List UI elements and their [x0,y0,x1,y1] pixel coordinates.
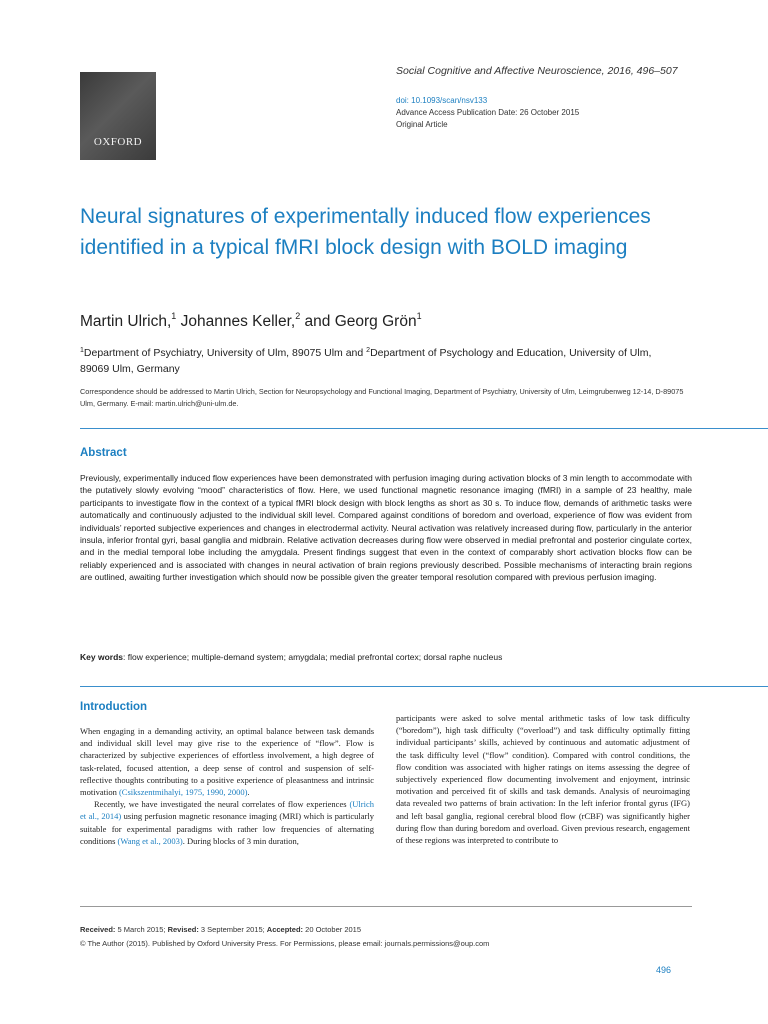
paper-title: Neural signatures of experimentally induced flow experiences identified in a typical fMRI block design with BOLD imaging [80,205,651,259]
paragraph-text: Recently, we have investigated the neural correlates of flow experiences [94,799,350,810]
publication-date: Advance Access Publication Date: 26 October 2015 [396,108,580,117]
keywords [80,652,692,662]
abstract-heading: Abstract [80,447,127,459]
accepted-date: 20 October 2015 [303,925,362,934]
author-name: and Georg Grön [300,313,417,330]
author-affiliation-mark: 1 [171,311,177,321]
publisher-logo-text: OXFORD [93,136,143,148]
author-list [80,313,422,331]
article-history [80,925,361,934]
introduction-heading: Introduction [80,701,148,713]
page-number: 496 [656,965,672,975]
author-name: Martin Ulrich, [80,313,172,330]
affiliations [80,345,680,377]
correspondence-note: Correspondence should be addressed to Martin Ulrich, Section for Neuropsychology and Functional Imaging, Department of Psychiatry, University of Ulm, Leimgrubenweg 12-14, D-89075 Ulm, Germany. E-mail: martin.ulrich@uni-ulm.de. [80,387,684,408]
introduction-left-column [80,725,374,847]
footer-divider [80,906,692,907]
paragraph [80,725,374,798]
copyright-notice: © The Author (2015). Published by Oxford University Press. For Permissions, please email: journals.permissions@oup.com [80,939,490,948]
paragraph-text: . [247,787,250,798]
paragraph-text: using perfusion magnetic resonance imaging (MRI) which is particularly suitable for experimental paradigms with rather low frequencies of alternating conditions [80,811,374,846]
paragraph [80,798,374,847]
keywords-label: Key words [80,652,123,662]
section-divider [80,428,768,429]
received-date: 5 March 2015; [115,925,168,934]
author-affiliation-mark: 2 [295,311,301,321]
article-type: Original Article [396,120,448,129]
introduction-right-column [396,712,690,846]
affiliation-1: Department of Psychiatry, University of Ulm, 89075 Ulm and [83,347,367,359]
revised-label: Revised: [167,925,199,934]
doi-link[interactable]: doi: 10.1093/scan/nsv133 [396,96,488,105]
affiliation-mark: 1 [80,347,84,354]
paragraph-text: participants were asked to solve mental arithmetic tasks of low task difficulty (“boredom”), high task difficulty (“overload”) and task difficulty optimally fitting individual participants’ skills, achieved by continuous and automatic adjustment of the task difficulty level (“flow” condition). Compared with control conditions, the flow condition was associated with higher ratings on items assessing the degree of subjectively experienced flow documenting involvement and enjoyment, intrinsic motivation and perceived fit of skills and task demands. Analysis of neuroimaging data revealed two patterns of brain activation: In the left inferior frontal gyrus (IFG) and left basal ganglia, regional cerebral blood flow (rCBF) was significantly higher during flow than during boredom and overload. Given previous research, engagement of these regions was interpreted to contribute to [396,713,690,846]
received-label: Received: [80,925,116,934]
publisher-logo [80,72,156,160]
author-name: Johannes Keller, [176,313,296,330]
revised-date: 3 September 2015; [198,925,267,934]
abstract-text: Previously, experimentally induced flow experiences have been demonstrated with perfusion imaging during activation blocks of 3 min length to accommodate with the putatively slowly evolving “mood” characteristics of flow. Here, we used functional magnetic resonance imaging (fMRI) in a sample of 23 healthy, male participants to investigate flow in the context of a typical fMRI block design with block lengths as short as 30 s. To induce flow, demands of arithmetic tasks were automatically and continuously adjusted to the individual skill level. Compared against conditions of boredom and overload, experience of flow was evident from individuals’ reported subjective experiences and changes in electrodermal activity. Neural activation was relatively increased during flow, particularly in the anterior insula, inferior frontal gyri, basal ganglia and midbrain. Relative activation decreases during flow were observed in medial prefrontal and posterior cingulate cortex, and in the medial temporal lobe including the amygdala. Present findings suggest that even in the context of comparably short activation blocks flow can be reliably experienced and is associated with changes in neural activation of brain regions previously described. Possible mechanisms of interacting brain regions are outlined, awaiting further investigation which should now be possible given the greater temporal resolution compared with previous perfusion imaging. [80,473,692,583]
keywords-list: : flow experience; multiple-demand system; amygdala; medial prefrontal cortex; dorsal raphe nucleus [123,652,503,662]
paragraph-text: When engaging in a demanding activity, an optimal balance between task demands and individual skill level may give rise to the experience of “flow”. Flow is characterized by subjective experiences of effortless involvement, a high degree of task-related, focused attention, a deep sense of control and suspension of self-reflective thoughts contributing to a positive experience of pleasantness and intrinsic motivation [80,726,374,798]
section-divider [80,686,768,687]
journal-citation: Social Cognitive and Affective Neuroscience, 2016, 496–507 [396,65,678,77]
citation-link[interactable]: (Csikszentmihalyi, 1975, 1990, 2000) [118,787,248,798]
author-affiliation-mark: 1 [416,311,422,321]
affiliation-2: Department of Psychology and Education, University of Ulm, 89069 Ulm, Germany [80,347,652,375]
citation-link[interactable]: (Wang et al., 2003) [117,835,183,846]
paragraph-text: . During blocks of 3 min duration, [182,835,299,846]
affiliation-mark: 2 [366,347,371,354]
citation-link[interactable]: (Ulrich et al., 2014) [80,799,374,822]
accepted-label: Accepted: [266,925,304,934]
